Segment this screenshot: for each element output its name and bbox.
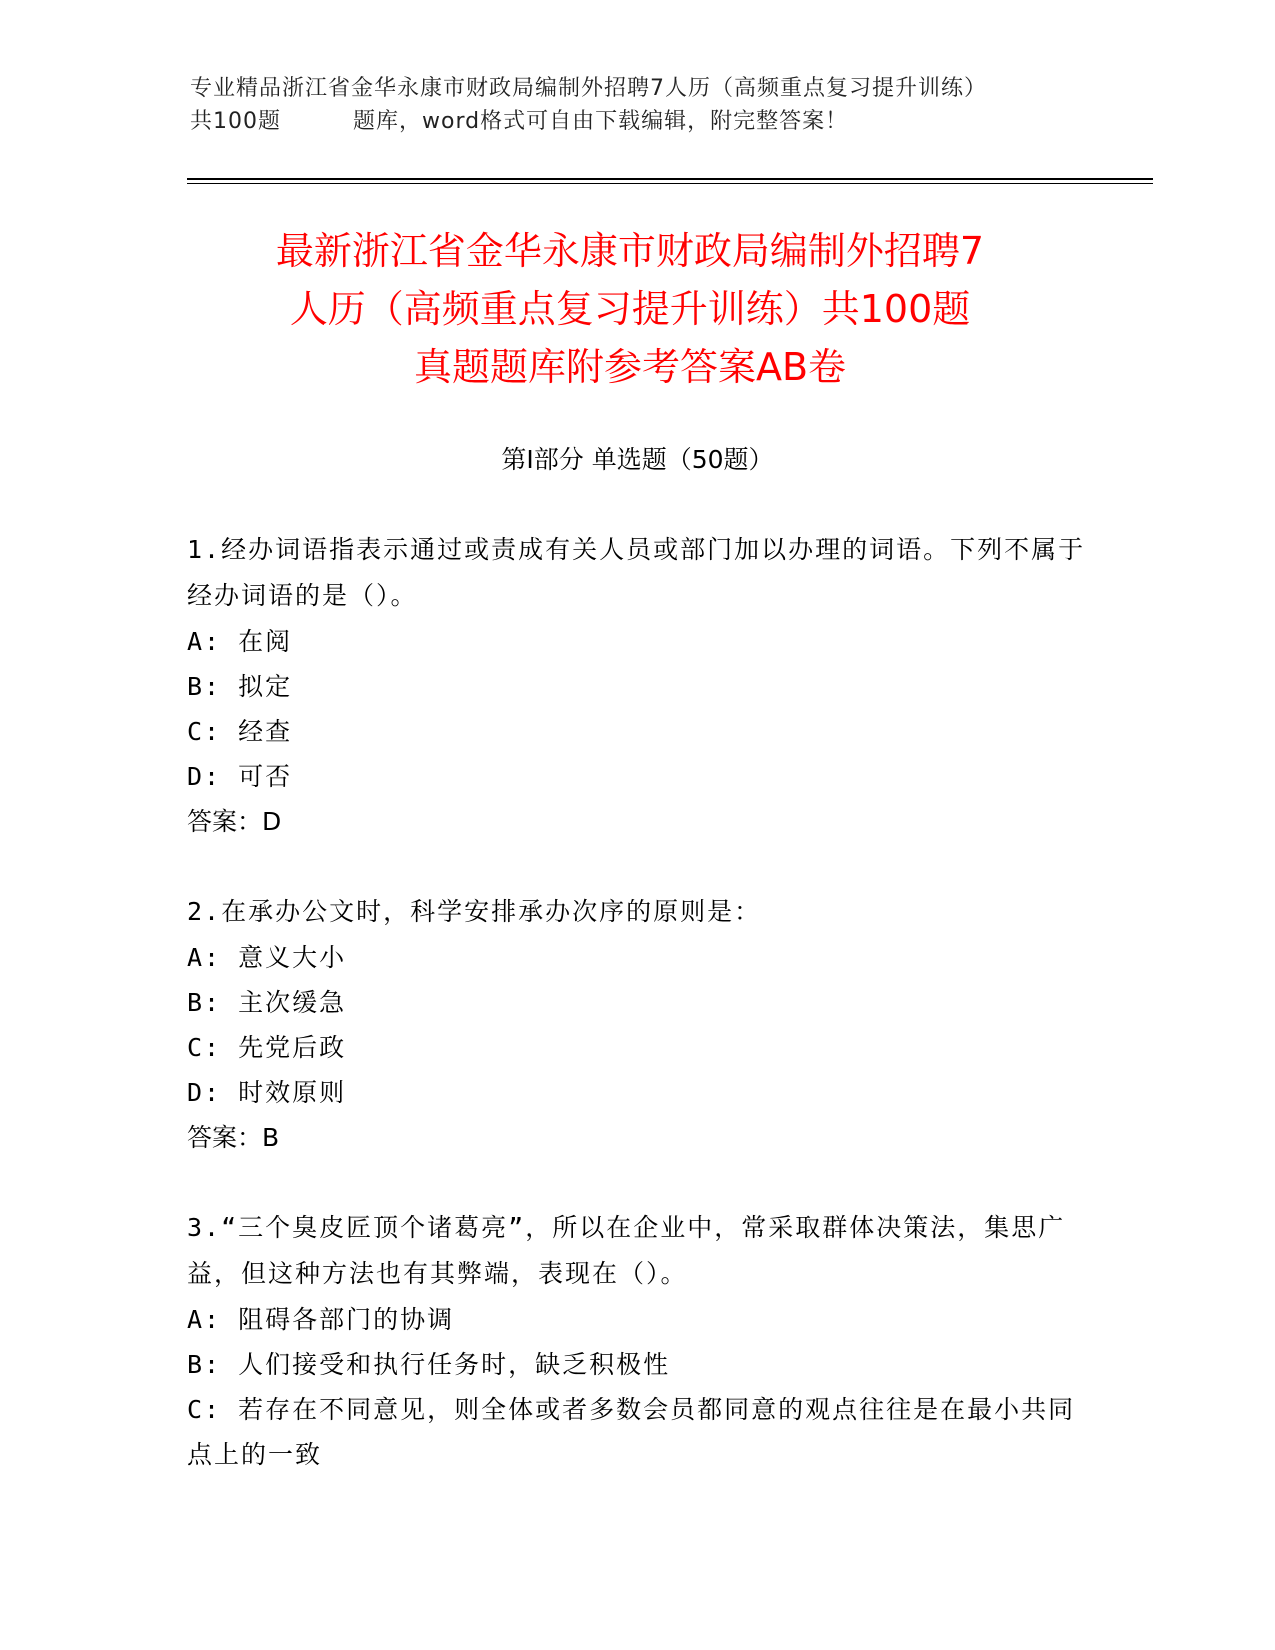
question-text: 1.经办词语指表示通过或责成有关人员或部门加以办理的词语。下列不属于经办词语的是（）。 [187, 535, 1086, 610]
question-2 [187, 889, 1087, 1161]
section-heading: 第Ⅰ部分 单选题（50题） [501, 445, 774, 474]
option-a: A: 意义大小 [187, 943, 347, 972]
option-b: B: 拟定 [187, 672, 293, 701]
question-1 [187, 527, 1087, 845]
header-line-1: 专业精品浙江省金华永康市财政局编制外招聘7人历（高频重点复习提升训练） [190, 76, 987, 101]
question-list [187, 527, 1087, 1521]
header-divider-thin [187, 183, 1153, 184]
option-d: D: 可否 [187, 762, 293, 791]
document-title [190, 222, 1070, 396]
question-text: 3.“三个臭皮匠顶个诸葛亮”，所以在企业中，常采取群体决策法，集思广益，但这种方法也有其弊端，表现在（）。 [187, 1213, 1066, 1288]
option-d: D: 时效原则 [187, 1078, 347, 1107]
header-line-2-left: 共100题 [190, 109, 281, 134]
page-header [190, 72, 1090, 138]
option-b: B: 人们接受和执行任务时，缺乏积极性 [187, 1350, 671, 1379]
title-line-3: 真题题库附参考答案AB卷 [413, 345, 847, 389]
option-c: C: 先党后政 [187, 1033, 347, 1062]
header-divider-thick [187, 178, 1153, 180]
option-c: C: 经查 [187, 717, 293, 746]
option-c: C: 若存在不同意见，则全体或者多数会员都同意的观点往往是在最小共同点上的一致 [187, 1395, 1076, 1469]
answer: 答案：B [187, 1123, 280, 1152]
option-a: A: 在阅 [187, 627, 293, 656]
answer: 答案：D [187, 807, 282, 836]
header-line-2-right: 题库，word格式可自由下载编辑，附完整答案！ [353, 109, 849, 134]
title-line-1: 最新浙江省金华永康市财政局编制外招聘7 [275, 229, 985, 273]
question-3 [187, 1205, 1087, 1477]
question-text: 2.在承办公文时，科学安排承办次序的原则是： [187, 897, 762, 926]
option-a: A: 阻碍各部门的协调 [187, 1305, 455, 1334]
option-b: B: 主次缓急 [187, 988, 347, 1017]
header-line-2 [190, 105, 1090, 138]
title-line-2: 人历（高频重点复习提升训练）共100题 [289, 287, 971, 331]
